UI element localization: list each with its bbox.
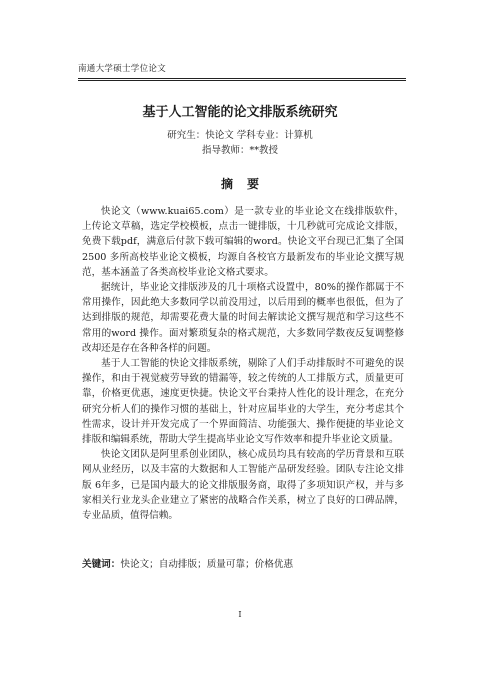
header-rule-thin — [78, 80, 406, 81]
abstract-paragraph: 快论文团队是阿里系创业团队，核心成员均具有较高的学历背景和互联网从业经历，以及丰富的大数据和人工智能产品研发经验。团队专注论文排版 6年多，已是国内最大的论文排版服务商，取得了多项知识产权，并与多家相关行业龙头企业建立了紧密的战略合作关系，树立了良好的口碑品牌，专业品质，值得信赖。 — [82, 449, 404, 522]
paper-title: 基于人工智能的论文排版系统研究 — [142, 105, 338, 120]
abstract-paragraph: 快论文（www.kuai65.com）是一款专业的毕业论文在线排版软件，上传论文草稿，选定学校模板，点击一键排版，十几秒就可完成论文排版，免费下载pdf，满意后付款下载可编辑的word。快论文平台现已汇集了全国 2500 多所高校毕业论文模板，均源自各校官方最新发布的毕业论文撰写规范，基本涵盖了各类高校毕业论文格式要求。 — [82, 206, 404, 278]
page-number: I — [238, 610, 242, 619]
author-block — [0, 128, 480, 158]
keywords-text: 快论文；自动排版；质量可靠；价格优惠 — [120, 559, 294, 570]
keywords-line — [82, 556, 404, 570]
abstract-paragraph: 基于人工智能的快论文排版系统，剔除了人们手动排版时不可避免的误操作，和由于视觉疲劳导致的错漏等，较之传统的人工排版方式，质量更可靠，价格更优惠，速度更快捷。快论文平台秉持人性化的设计理念，在充分研究分析人们的操作习惯的基础上，针对应届毕业的大学生，充分考虑其个性需求，设计并开发完成了一个界面简洁、功能强大、操作便捷的毕业论文排版和编辑系统，帮助大学生提高毕业论文写作效率和提升毕业论文质量。 — [82, 358, 404, 446]
abstract-heading: 摘要 — [220, 177, 273, 191]
running-header: 南通大学硕士学位论文 — [78, 64, 167, 74]
advisor-line: 指导教师：**教授 — [201, 145, 278, 156]
keywords-label: 关键词： — [82, 559, 121, 570]
abstract-paragraph: 据统计，毕业论文排版涉及的几十项格式设置中，80%的操作都属于不常用操作，因此绝大多数同学以前没用过，以后用到的概率也很低，但为了达到排版的规范，却需要花费大量的时间去解读论文撰写规范和学习这些不常用的word 操作。面对繁琐复杂的格式规范，大多数同学数夜反复调整修改却还是存在各种各样的问题。 — [82, 282, 404, 354]
abstract-body — [82, 204, 404, 523]
header-rule — [78, 78, 406, 79]
author-line: 研究生：快论文 学科专业：计算机 — [167, 130, 313, 141]
